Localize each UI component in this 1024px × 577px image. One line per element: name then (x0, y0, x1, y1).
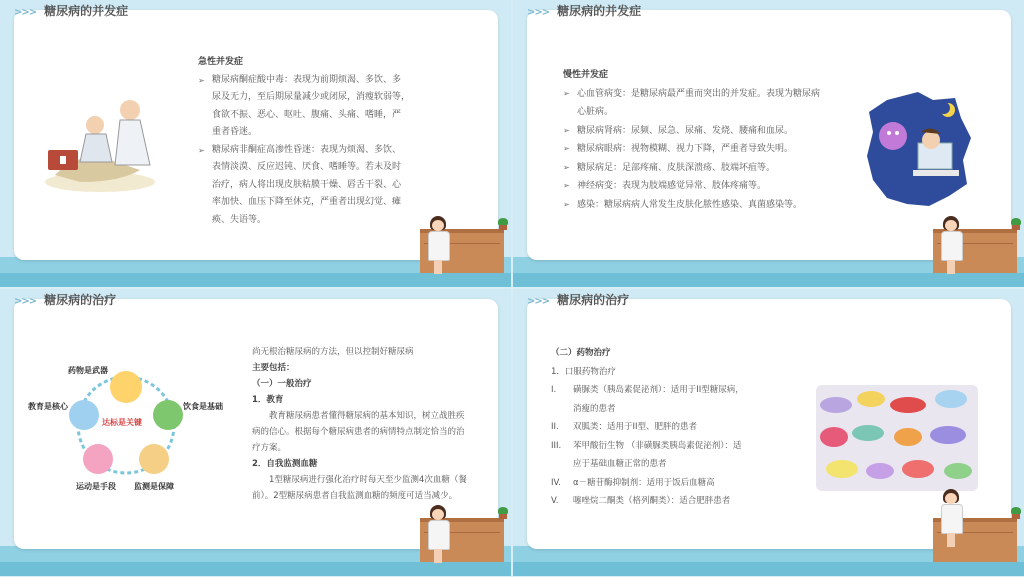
main-heading: 主要包括： (252, 363, 295, 373)
floor-stripe (513, 562, 1024, 576)
chronic-text (563, 66, 875, 214)
nurse-figure (939, 216, 963, 276)
slide-treatment-drugs[interactable] (513, 289, 1024, 576)
list-item: ➢ 糖尿病非酮症高渗性昏迷：表现为烦渴、多饮、 表情淡漠、反应迟钝、厌食、嗜睡等。若未及时 治疗，病人将出现皮肤粘膜干燥、唇舌干裂、心 率加快、血压下降至休克，严重者出现幻觉、瘫 痪、失语等。 (198, 142, 460, 230)
list-item: ➢ 糖尿病眼病：视物模糊、视力下降，严重者导致失明。 (563, 140, 875, 159)
diagram-label: 监测是保障 (134, 482, 174, 491)
diagram-label: 教育是核心 (28, 402, 68, 411)
list-item: IV. α－糖苷酶抑制剂：适用于饭后血糖高 (551, 477, 715, 488)
plant-icon (1011, 220, 1021, 230)
point-heading: 2．自我监测血糖 (252, 459, 318, 469)
treatment-text (252, 344, 498, 504)
plant-icon (1011, 509, 1021, 519)
list-item: I. 磺脲类（胰岛素促泌剂）：适用于II型糖尿病， 消瘦的患者 (551, 385, 744, 414)
acute-text (198, 54, 460, 229)
slide-acute-complications[interactable] (0, 0, 511, 287)
pills-image (816, 385, 978, 491)
sub-heading: 1．口服药物治疗 (551, 366, 616, 377)
section-heading: （二）药物治疗 (551, 348, 611, 358)
list-item: ➢ 糖尿病足：足部疼痛、皮肤深溃疡、肢端坏疽等。 (563, 159, 875, 178)
nurse-figure (426, 216, 450, 276)
drug-text (551, 344, 813, 511)
diagram-label: 饮食是基础 (183, 402, 223, 411)
slide-title: >>> 糖尿病的治疗 (14, 293, 117, 307)
nurse-figure (426, 505, 450, 565)
slide-title: >>> 糖尿病的治疗 (527, 293, 630, 307)
plant-icon (498, 509, 508, 519)
list-item: V. 噻唑烷二酮类（格列酮类）：适合肥胖患者 (551, 496, 731, 506)
diagram-label: 药物是武器 (68, 366, 108, 375)
intro-text: 尚无根治糖尿病的方法，但以控制好糖尿病 (252, 347, 414, 357)
section-heading: 急性并发症 (198, 57, 244, 67)
list-item: ➢ 感染：糖尿病病人常发生皮肤化脓性感染、真菌感染等。 (563, 196, 875, 215)
plant-icon (498, 220, 508, 230)
list-item: ➢ 神经病变：表现为肢端感觉异常、肢体疼痛等。 (563, 177, 875, 196)
slide-title: >>> 糖尿病的并发症 (14, 4, 129, 18)
diagram-label: 运动是手段 (76, 482, 116, 491)
paragraph: 教育糖尿病患者懂得糖尿病的基本知识，树立战胜疾 病的信心。根据每个糖尿病患者的病情特点制定恰当的治 疗方案。 (252, 411, 465, 453)
paragraph: 1型糖尿病进行强化治疗时每天至少监测4次血糖（餐 前）。2型糖尿病患者自我监测血糖的频度可适当减少。 (252, 475, 467, 501)
point-heading: 1．教育 (252, 395, 284, 405)
night-stress-illustration (863, 88, 973, 210)
list-item: II. 双胍类：适用于II型、肥胖的患者 (551, 422, 698, 432)
list-item: ➢ 糖尿病肾病：尿频、尿急、尿痛、发烧、腰痛和血尿。 (563, 122, 875, 141)
slide-title: >>> 糖尿病的并发症 (527, 4, 642, 18)
list-item: ➢ 心血管病变：是糖尿病最严重而突出的并发症。表现为糖尿病 心脏病。 (563, 85, 875, 122)
list-item: III. 苯甲酸衍生物 （非磺脲类胰岛素促泌剂）：适 应于基础血糖正常的患者 (551, 440, 742, 469)
section-heading: 慢性并发症 (563, 70, 609, 80)
sub-heading: （一）一般治疗 (252, 379, 312, 389)
nurse-figure (939, 489, 963, 549)
emergency-illustration (40, 90, 160, 195)
slide-treatment-general[interactable] (0, 289, 511, 576)
treatment-diagram (26, 363, 236, 493)
diagram-center-label: 达标是关键 (102, 418, 142, 427)
list-item: ➢ 糖尿病酮症酸中毒：表现为前期烦渴、多饮、多 尿及无力，至后期尿量减少或闭尿，消瘦软弱等， 食欲不振、恶心、呕吐、腹痛、头痛、嗜睡，严 重者昏迷。 (198, 72, 460, 142)
slide-chronic-complications[interactable] (513, 0, 1024, 287)
